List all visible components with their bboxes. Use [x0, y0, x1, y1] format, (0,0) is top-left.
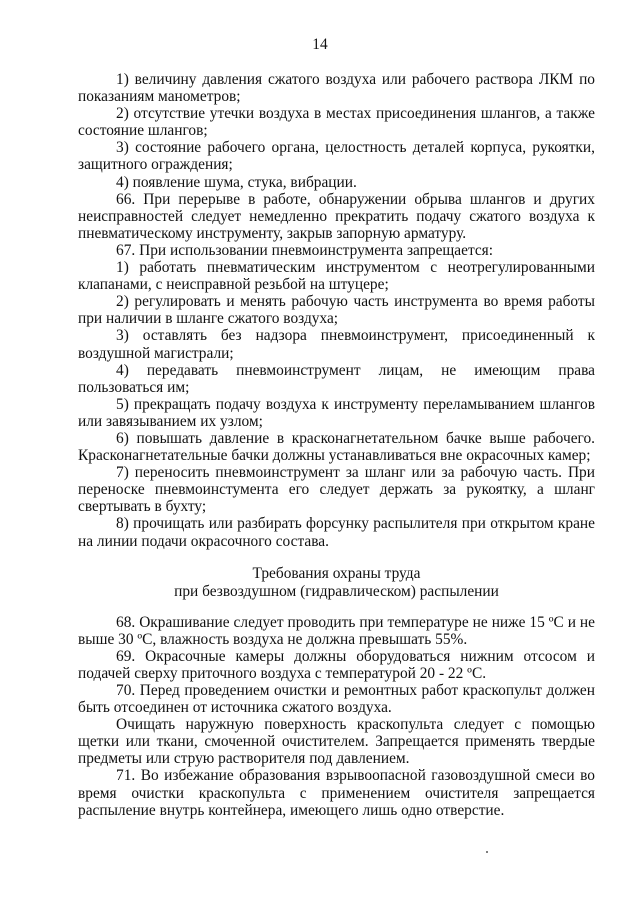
prohibition-item-2: 2) регулировать и менять рабочую часть инструмента во время работы при наличии в шланге сжатого воздуха;	[78, 293, 595, 328]
document-body	[78, 71, 595, 819]
scan-speck	[486, 851, 488, 853]
prohibition-item-7: 7) переносить пневмоинструмент за шланг или за рабочую часть. При переноске пневмоинстумента его следует держать за рукоятку, а шланг свертывать в бухту;	[78, 464, 595, 516]
section-heading-line-1: Требования охраны труда	[252, 564, 421, 582]
clause-69: 69. Окрасочные камеры должны оборудоваться нижним отсосом и подачей сверху приточного воздуха с температурой 20 - 22 ºС.	[78, 647, 595, 682]
prohibition-item-6: 6) повышать давление в красконагнетательном бачке выше рабочего. Красконагнетательные бачки должны устанавливаться вне окрасочных камер;	[78, 429, 595, 465]
prohibition-item-4: 4) передавать пневмоинструмент лицам, не имеющим права пользоваться им;	[78, 361, 595, 396]
clause-70: 70. Перед проведением очистки и ремонтных работ краскопульт должен быть отсоединен от источника сжатого воздуха.	[78, 682, 595, 717]
clause-68: 68. Окрашивание следует проводить при температуре не ниже 15 ºС и не выше 30 ºС, влажность воздуха не должна превышать 55%.	[78, 613, 595, 648]
clause-70-cleaning: Очищать наружную поверхность краскопульта следует с помощью щетки или ткани, смоченной очистителем. Запрещается применять твердые предметы или струю растворителя под давлением.	[78, 716, 595, 768]
list-item-pressure: 1) величину давления сжатого воздуха или рабочего раствора ЛКМ по показаниям манометров;	[78, 71, 595, 106]
section-heading	[78, 565, 595, 602]
prohibition-item-8: 8) прочищать или разбирать форсунку распылителя при открытом кране на линии подачи окрасочного состава.	[78, 515, 595, 550]
clause-67: 67. При использовании пневмоинструмента запрещается:	[116, 241, 494, 259]
prohibition-item-5: 5) прекращать подачу воздуха к инструменту переламыванием шлангов или завязыванием их узлом;	[78, 395, 595, 430]
page-number: 14	[312, 36, 328, 53]
section-heading-line-2: при безвоздушном (гидравлическом) распылении	[174, 583, 499, 601]
list-item-noise: 4) появление шума, стука, вибрации.	[116, 173, 357, 191]
prohibition-item-3: 3) оставлять без надзора пневмоинструмент, присоединенный к воздушной магистрали;	[78, 327, 595, 362]
clause-66: 66. При перерыве в работе, обнаружении обрыва шлангов и других неисправностей следует немедленно прекратить подачу сжатого воздуха к пневматическому инструменту, закрыв запорную арматуру.	[78, 190, 595, 242]
clause-71: 71. Во избежание образования взрывоопасной газовоздушной смеси во время очистки краскопульта с применением очистителя запрещается распыление внутрь контейнера, имеющего лишь одно отверстие.	[78, 767, 595, 819]
prohibition-item-1: 1) работать пневматическим инструментом с неотрегулированными клапанами, с неисправной резьбой на штуцере;	[78, 259, 595, 294]
list-item-working-part: 3) состояние рабочего органа, целостность деталей корпуса, рукоятки, защитного ограждения;	[78, 139, 595, 174]
list-item-air-leak: 2) отсутствие утечки воздуха в местах присоединения шлангов, а также состояние шлангов;	[78, 105, 595, 140]
